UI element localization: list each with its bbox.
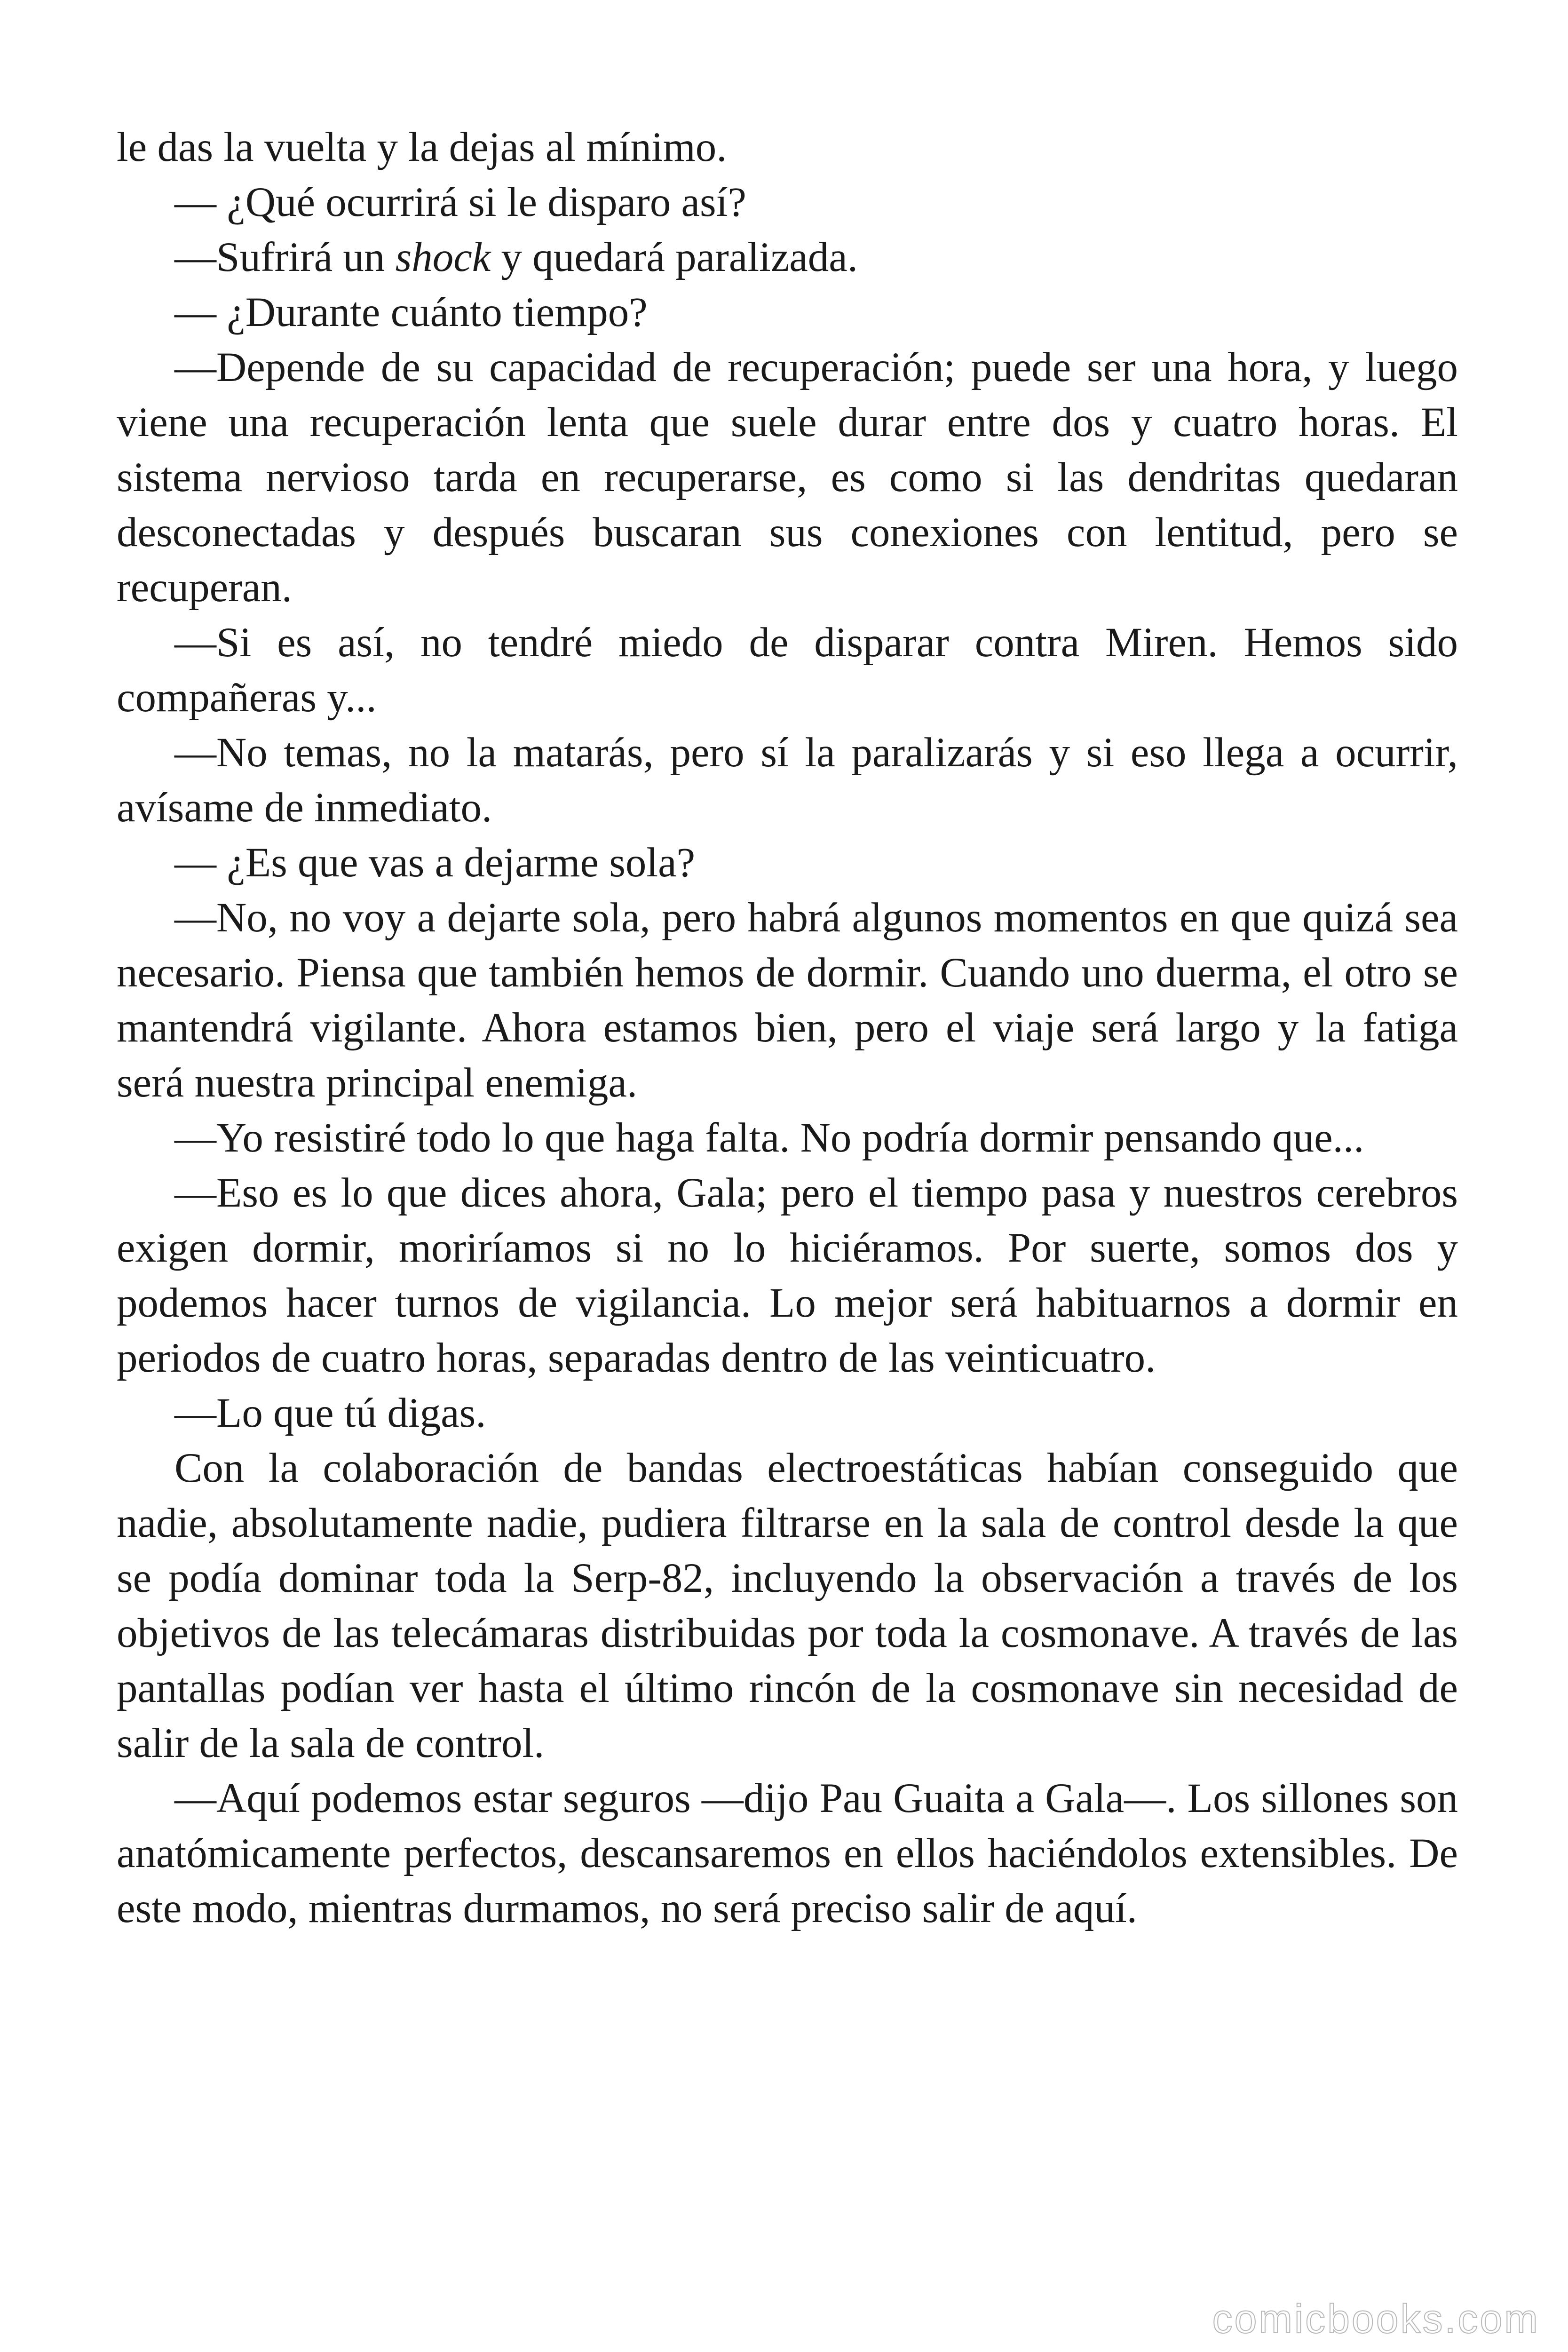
paragraph-5: —Depende de su capacidad de recuperación; puede ser una hora, y luego viene una recuperación lenta que suele durar entre dos y cuatro horas. El sistema nervioso tarda en recuperarse, es como si las dendritas quedaran desconectadas y después buscaran sus conexiones con lentitud, pero se recuperan. (117, 344, 1458, 611)
paragraph-2: — ¿Qué ocurrirá si le disparo así? (174, 179, 746, 225)
paragraph-10: —Yo resistiré todo lo que haga falta. No podría dormir pensando que... (174, 1115, 1364, 1161)
paragraph-8: — ¿Es que vas a dejarme sola? (174, 840, 696, 886)
paragraph-7: —No temas, no la matarás, pero sí la paralizarás y si eso llega a ocurrir, avísame de inmediato. (117, 730, 1458, 831)
paragraph-3-post: y quedará paralizada. (491, 234, 858, 280)
paragraph-13: Con la colaboración de bandas electroestáticas habían conseguido que nadie, absolutamente nadie, pudiera filtrarse en la sala de control desde la que se podía dominar toda la Serp-82, incluyendo la observación a través de los objetivos de las telecámaras distribuidas por toda la cosmonave. A través de las pantallas podían ver hasta el último rincón de la cosmonave sin necesidad de salir de la sala de control. (117, 1445, 1458, 1766)
paragraph-9: —No, no voy a dejarte sola, pero habrá algunos momentos en que quizá sea necesario. Piensa que también hemos de dormir. Cuando uno duerma, el otro se mantendrá vigilante. Ahora estamos bien, pero el viaje será largo y la fatiga será nuestra principal enemiga. (117, 895, 1458, 1106)
page-body (117, 120, 1458, 1936)
watermark: comicbooks.com (1212, 2296, 1540, 2342)
paragraph-11: —Eso es lo que dices ahora, Gala; pero el tiempo pasa y nuestros cerebros exigen dormir, moriríamos si no lo hiciéramos. Por suerte, somos dos y podemos hacer turnos de vigilancia. Lo mejor será habituarnos a dormir en periodos de cuatro horas, separadas dentro de las veinticuatro. (117, 1170, 1458, 1381)
paragraph-6: —Si es así, no tendré miedo de disparar contra Miren. Hemos sido compañeras y... (117, 620, 1458, 721)
paragraph-14: —Aquí podemos estar seguros —dijo Pau Guaita a Gala—. Los sillones son anatómicamente perfectos, descansaremos en ellos haciéndolos extensibles. De este modo, mientras durmamos, no será preciso salir de aquí. (117, 1775, 1458, 1931)
paragraph-4: — ¿Durante cuánto tiempo? (174, 289, 648, 335)
paragraph-12: —Lo que tú digas. (174, 1390, 486, 1436)
paragraph-3-emphasis: shock (395, 234, 491, 280)
paragraph-1: le das la vuelta y la dejas al mínimo. (117, 124, 727, 170)
paragraph-3-pre: —Sufrirá un (174, 234, 396, 280)
paragraph-3 (117, 230, 1458, 285)
